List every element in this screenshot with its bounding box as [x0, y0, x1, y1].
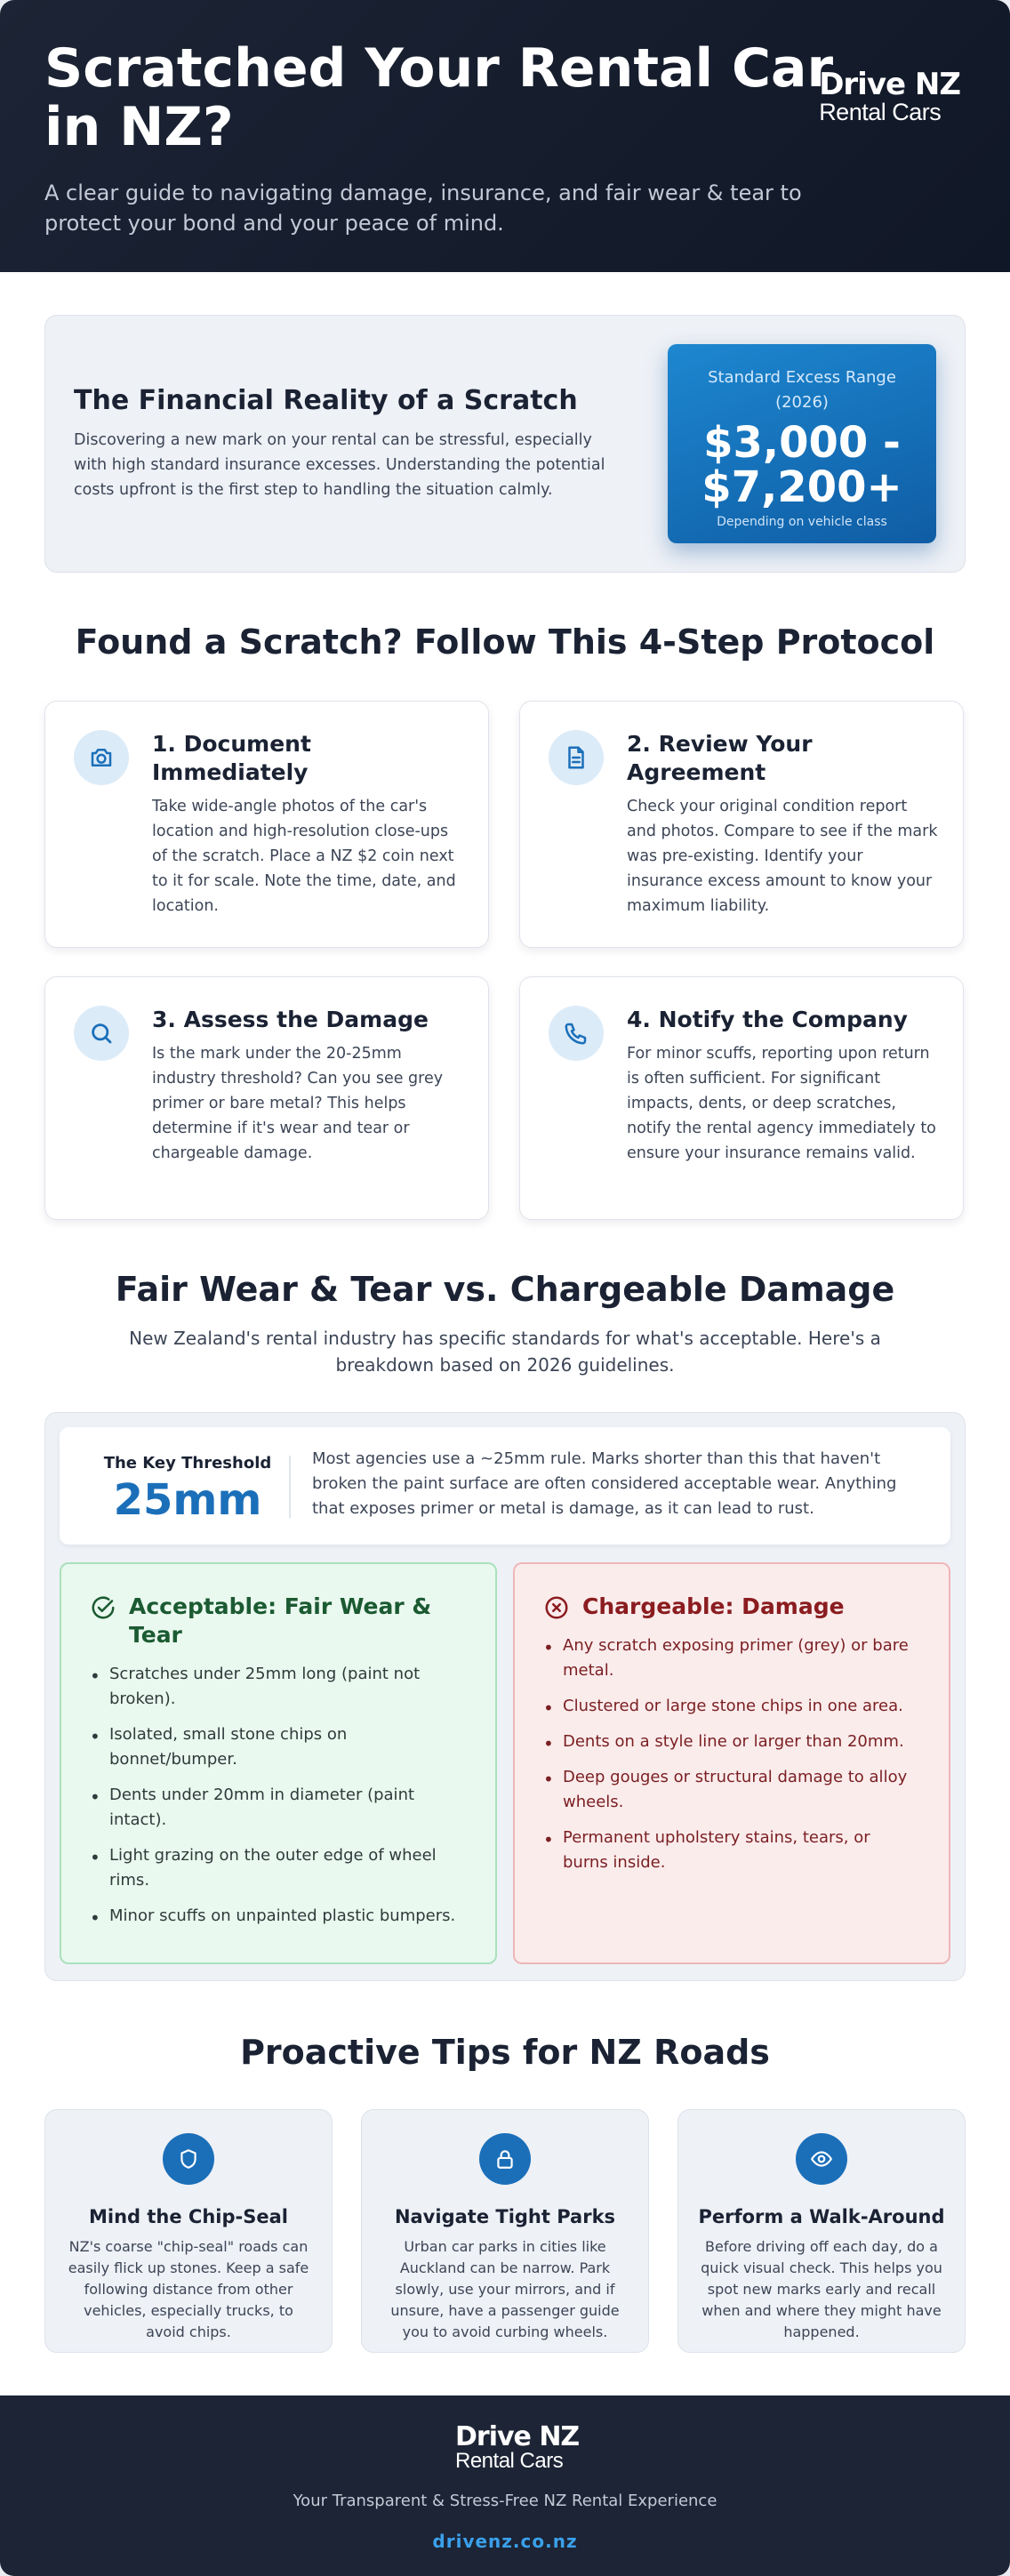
- wear-title: Fair Wear & Tear vs. Chargeable Damage: [115, 1270, 895, 1309]
- list-item: • Minor scuffs on unpainted plastic bumpers.: [90, 1904, 467, 1929]
- excess-value-low: $3,000 -: [703, 418, 901, 468]
- financial-reality-card: [44, 315, 966, 573]
- tips-title: Proactive Tips for NZ Roads: [240, 2033, 770, 2072]
- document-icon: [549, 730, 604, 785]
- acceptable-column: [60, 1562, 497, 1964]
- step-body: Is the mark under the 20-25mm industry threshold? Can you see grey primer or bare metal? This helps determine if it's wear and tear or chargeable damage.: [152, 1045, 444, 1162]
- shield-icon: [163, 2133, 214, 2185]
- tip-card-tight-parks: [361, 2109, 649, 2353]
- step-body: Take wide-angle photos of the car's location and high-resolution close-ups of the scratch. Place a NZ $2 coin next to it for scale. Note the time, date, and location.: [152, 798, 456, 915]
- step-title: 1. Document Immediately: [152, 731, 311, 785]
- tip-title: Perform a Walk-Around: [698, 2206, 945, 2227]
- list-item: • Scratches under 25mm long (paint not broken).: [90, 1662, 467, 1712]
- hero-header: [0, 0, 1010, 272]
- tip-body: NZ's coarse "chip-seal" roads can easily flick up stones. Keep a safe following distance from other vehicles, especially trucks, to avoid chips.: [68, 2238, 309, 2340]
- step-card-notify: [519, 976, 964, 1220]
- list-item: • Isolated, small stone chips on bonnet/bumper.: [90, 1722, 467, 1772]
- logo-subtext: Rental Cars: [819, 99, 942, 125]
- list-item: • Dents under 20mm in diameter (paint intact).: [90, 1783, 467, 1833]
- footer-logo: [455, 2421, 580, 2473]
- step-card-assess: [44, 976, 489, 1220]
- phone-icon: [549, 1006, 604, 1061]
- lock-icon: [479, 2133, 531, 2185]
- eye-icon: [796, 2133, 847, 2185]
- step-card-review: [519, 701, 964, 948]
- key-threshold-card: [60, 1427, 950, 1545]
- list-item: • Any scratch exposing primer (grey) or bare metal.: [543, 1633, 920, 1683]
- chargeable-list: [543, 1633, 920, 1875]
- step-title: 3. Assess the Damage: [152, 1007, 429, 1032]
- financial-body: Discovering a new mark on your rental can be stressful, especially with high standard insurance excesses. Understanding the potential costs upfront is the first step to handling the situation calmly.: [74, 431, 605, 499]
- threshold-label: The Key Threshold: [103, 1454, 272, 1473]
- check-circle-icon: [90, 1594, 116, 1628]
- tip-card-walk-around: [677, 2109, 966, 2353]
- step-body: Check your original condition report and photos. Compare to see if the mark was pre-existing. Identify your insurance excess amount to know your maximum liability.: [627, 798, 938, 915]
- threshold-value: 25mm: [113, 1475, 262, 1525]
- footer-logo-subtext: Rental Cars: [455, 2449, 564, 2473]
- x-circle-icon: [543, 1594, 570, 1628]
- search-icon: [74, 1006, 129, 1061]
- excess-range-card: [668, 344, 936, 543]
- acceptable-list: [90, 1662, 467, 1929]
- logo-wordmark: Drive NZ: [819, 67, 960, 102]
- tip-title: Mind the Chip-Seal: [89, 2206, 288, 2227]
- wear-intro: [0, 1325, 1010, 1378]
- wear-intro-text: New Zealand's rental industry has specific standards for what's acceptable. Here's a breakdown based on 2026 guidelines.: [129, 1328, 881, 1376]
- wear-comparison-panel: [44, 1412, 966, 1981]
- protocol-title: Found a Scratch? Follow This 4-Step Protocol: [75, 622, 935, 662]
- page-subtitle: A clear guide to navigating damage, insurance, and fair wear & tear to protect your bond and your peace of mind.: [44, 181, 802, 236]
- brand-logo: [819, 69, 960, 124]
- camera-icon: [74, 730, 129, 785]
- chargeable-heading: [543, 1593, 920, 1621]
- step-body: For minor scuffs, reporting upon return is often sufficient. For significant impacts, dents, or deep scratches, notify the rental agency immediately to ensure your insurance remains valid.: [627, 1045, 936, 1162]
- footer-tagline: Your Transparent & Stress-Free NZ Rental Experience: [293, 2492, 717, 2510]
- tip-body: Urban car parks in cities like Auckland can be narrow. Park slowly, use your mirrors, and if unsure, have a passenger guide you to avoid curbing wheels.: [390, 2238, 620, 2340]
- threshold-divider: [289, 1456, 291, 1518]
- list-item: • Clustered or large stone chips in one area.: [543, 1694, 920, 1719]
- excess-note: Depending on vehicle class: [717, 515, 887, 529]
- excess-value-high: $7,200+: [701, 462, 902, 512]
- list-item: • Permanent upholstery stains, tears, or burns inside.: [543, 1826, 920, 1875]
- tip-title: Navigate Tight Parks: [394, 2206, 616, 2227]
- tip-card-chip-seal: [44, 2109, 333, 2353]
- financial-title: The Financial Reality of a Scratch: [74, 385, 578, 416]
- chargeable-title: Chargeable: Damage: [582, 1593, 845, 1619]
- footer: [0, 2395, 1010, 2576]
- list-item: • Dents on a style line or larger than 20mm.: [543, 1729, 920, 1754]
- excess-label: Standard Excess Range (2026): [708, 368, 896, 412]
- acceptable-title: Acceptable: Fair Wear & Tear: [129, 1593, 432, 1648]
- threshold-text: Most agencies use a ~25mm rule. Marks shorter than this that haven't broken the paint surface are often considered acceptable wear. Anything that exposes primer or metal is damage, as it can lead to rust.: [312, 1449, 897, 1518]
- list-item: • Deep gouges or structural damage to alloy wheels.: [543, 1765, 920, 1815]
- tip-body: Before driving off each day, do a quick visual check. This helps you spot new marks early and recall when and where they might have happened.: [701, 2238, 942, 2340]
- footer-logo-wordmark: Drive NZ: [455, 2421, 580, 2452]
- acceptable-heading: [90, 1593, 467, 1649]
- step-card-document: [44, 701, 489, 948]
- step-title: 2. Review Your Agreement: [627, 731, 813, 785]
- page-title: Scratched Your Rental Car in NZ?: [44, 37, 834, 158]
- footer-website-link[interactable]: drivenz.co.nz: [432, 2531, 578, 2552]
- list-item: • Light grazing on the outer edge of wheel rims.: [90, 1843, 467, 1893]
- chargeable-column: [513, 1562, 950, 1964]
- step-title: 4. Notify the Company: [627, 1007, 908, 1032]
